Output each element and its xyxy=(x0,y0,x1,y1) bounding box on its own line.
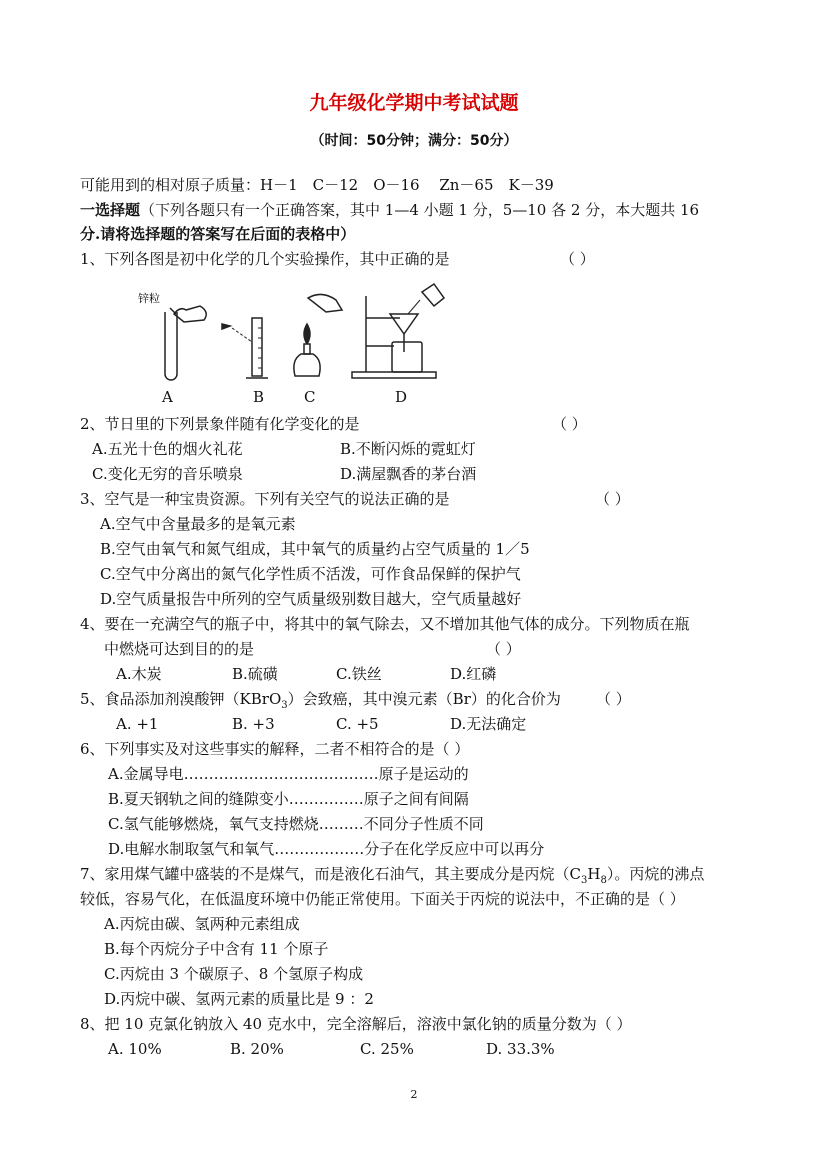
q5-answer-bracket: （ ） xyxy=(596,690,631,708)
q2-option-b: B.不断闪烁的霓虹灯 xyxy=(340,440,476,458)
q4-option-c: C.铁丝 xyxy=(336,665,382,683)
q1-label-c: C xyxy=(304,388,316,406)
section-instructions-line1 xyxy=(80,198,699,222)
q3-option-a: A.空气中含量最多的是氧元素 xyxy=(100,515,296,533)
q7-stem-1b: H xyxy=(587,865,601,883)
q4-stem-line2: 中燃烧可达到目的的是 xyxy=(104,640,255,658)
q5-option-d: D.无法确定 xyxy=(450,715,527,733)
q3-answer-bracket: （ ） xyxy=(595,490,630,508)
q2-option-c: C.变化无穷的音乐喷泉 xyxy=(92,465,243,483)
page-subtitle: （时间：50分钟；满分：50分） xyxy=(310,133,518,149)
q6-stem: 6、下列事实及对这些事实的解释，二者不相符合的是（ ） xyxy=(80,740,470,758)
q4-answer-bracket: （ ） xyxy=(486,640,521,658)
q6-option-a: A.金属导电…………………………………原子是运动的 xyxy=(108,765,469,783)
q3-option-b: B.空气由氧气和氮气组成，其中氧气的质量约占空气质量的 1／5 xyxy=(100,540,530,558)
q8-option-d: D. 33.3% xyxy=(486,1040,555,1058)
q8-option-b: B. 20% xyxy=(230,1040,284,1058)
q1-label-b: B xyxy=(253,388,265,406)
section-instructions-line2: 分.请将选择题的答案写在后面的表格中） xyxy=(80,225,356,243)
q4-stem-line1: 4、要在一充满空气的瓶子中，将其中的氧气除去，又不增加其他气体的成分。下列物质在瓶 xyxy=(80,615,690,633)
section-heading: 一选择题 xyxy=(80,201,141,219)
q7-stem-1c: ）。丙烷的沸点 xyxy=(606,865,705,883)
figure-c-alcohol-lamp xyxy=(294,294,342,376)
q4-option-a: A.木炭 xyxy=(116,665,162,683)
q5-subscript: 3 xyxy=(281,700,288,711)
q6-option-c: C.氢气能够燃烧，氧气支持燃烧………不同分子性质不同 xyxy=(108,815,484,833)
figure-a-test-tube xyxy=(165,306,206,380)
q6-option-b: B.夏天钢轨之间的缝隙变小……………原子之间有间隔 xyxy=(108,790,469,808)
q7-stem-1a: 7、家用煤气罐中盛装的不是煤气，而是液化石油气，其主要成分是丙烷（C xyxy=(80,865,582,883)
page-number: 2 xyxy=(410,1088,418,1101)
q3-option-c: C.空气中分离出的氮气化学性质不活泼，可作食品保鲜的保护气 xyxy=(100,565,521,583)
q7-option-d: D.丙烷中碳、氢两元素的质量比是 9 ：2 xyxy=(104,990,374,1008)
q1-label-d: D xyxy=(395,388,408,406)
zinc-granule-caption: 锌粒 xyxy=(138,292,160,305)
q7-stem-line2: 较低，容易气化，在低温度环境中仍能正常使用。下面关于丙烷的说法中，不正确的是（ ） xyxy=(80,890,685,908)
q7-option-b: B.每个丙烷分子中含有 11 个原子 xyxy=(104,940,329,958)
q5-option-c: C. +5 xyxy=(336,715,379,733)
q1-answer-bracket: （ ） xyxy=(560,250,595,268)
q8-option-c: C. 25% xyxy=(360,1040,414,1058)
q7-option-a: A.丙烷由碳、氢两种元素组成 xyxy=(104,915,300,933)
q3-stem: 3、空气是一种宝贵资源。下列有关空气的说法正确的是 xyxy=(80,490,450,508)
figure-d-filtration-setup xyxy=(352,284,444,378)
section-instructions: （下列各题只有一个正确答案，其中 1—4 小题 1 分，5—10 各 2 分，本大题共 16 xyxy=(140,201,700,219)
q7-option-c: C.丙烷由 3 个碳原子、8 个氢原子构成 xyxy=(104,965,364,983)
atomic-mass-line: 可能用到的相对原子质量：H－1 C－12 O－16 Zn－65 K－39 xyxy=(80,176,554,194)
q4-option-b: B.硫磺 xyxy=(232,665,278,683)
q2-option-d: D.满屋飘香的茅台酒 xyxy=(340,465,477,483)
q2-stem: 2、节日里的下列景象伴随有化学变化的是 xyxy=(80,415,360,433)
q2-answer-bracket: （ ） xyxy=(552,415,587,433)
q7-subscript-h: 8 xyxy=(600,875,607,886)
q5-option-a: A. +1 xyxy=(116,715,159,733)
q7-subscript-c: 3 xyxy=(581,875,588,886)
q5-stem-a: 5、食品添加剂溴酸钾（KBrO xyxy=(80,690,282,708)
q4-option-d: D.红磷 xyxy=(450,665,497,683)
q1-label-a: A xyxy=(162,388,173,406)
q8-option-a: A. 10% xyxy=(108,1040,162,1058)
figure-b-graduated-cylinder xyxy=(222,318,268,378)
q1-experiment-figure xyxy=(130,278,460,390)
q3-option-d: D.空气质量报告中所列的空气质量级别数目越大，空气质量越好 xyxy=(100,590,522,608)
q2-option-a: A.五光十色的烟火礼花 xyxy=(92,440,243,458)
q5-stem-b: ）会致癌，其中溴元素（Br）的化合价为 xyxy=(287,690,561,708)
q1-stem: 1、下列各图是初中化学的几个实验操作，其中正确的是 xyxy=(80,250,450,268)
q5-option-b: B. +3 xyxy=(232,715,275,733)
q6-option-d: D.电解水制取氢气和氧气………………分子在化学反应中可以再分 xyxy=(108,840,545,858)
page-title: 九年级化学期中考试试题 xyxy=(309,92,519,114)
q8-stem: 8、把 10 克氯化钠放入 40 克水中，完全溶解后，溶液中氯化钠的质量分数为（ ） xyxy=(80,1015,632,1033)
